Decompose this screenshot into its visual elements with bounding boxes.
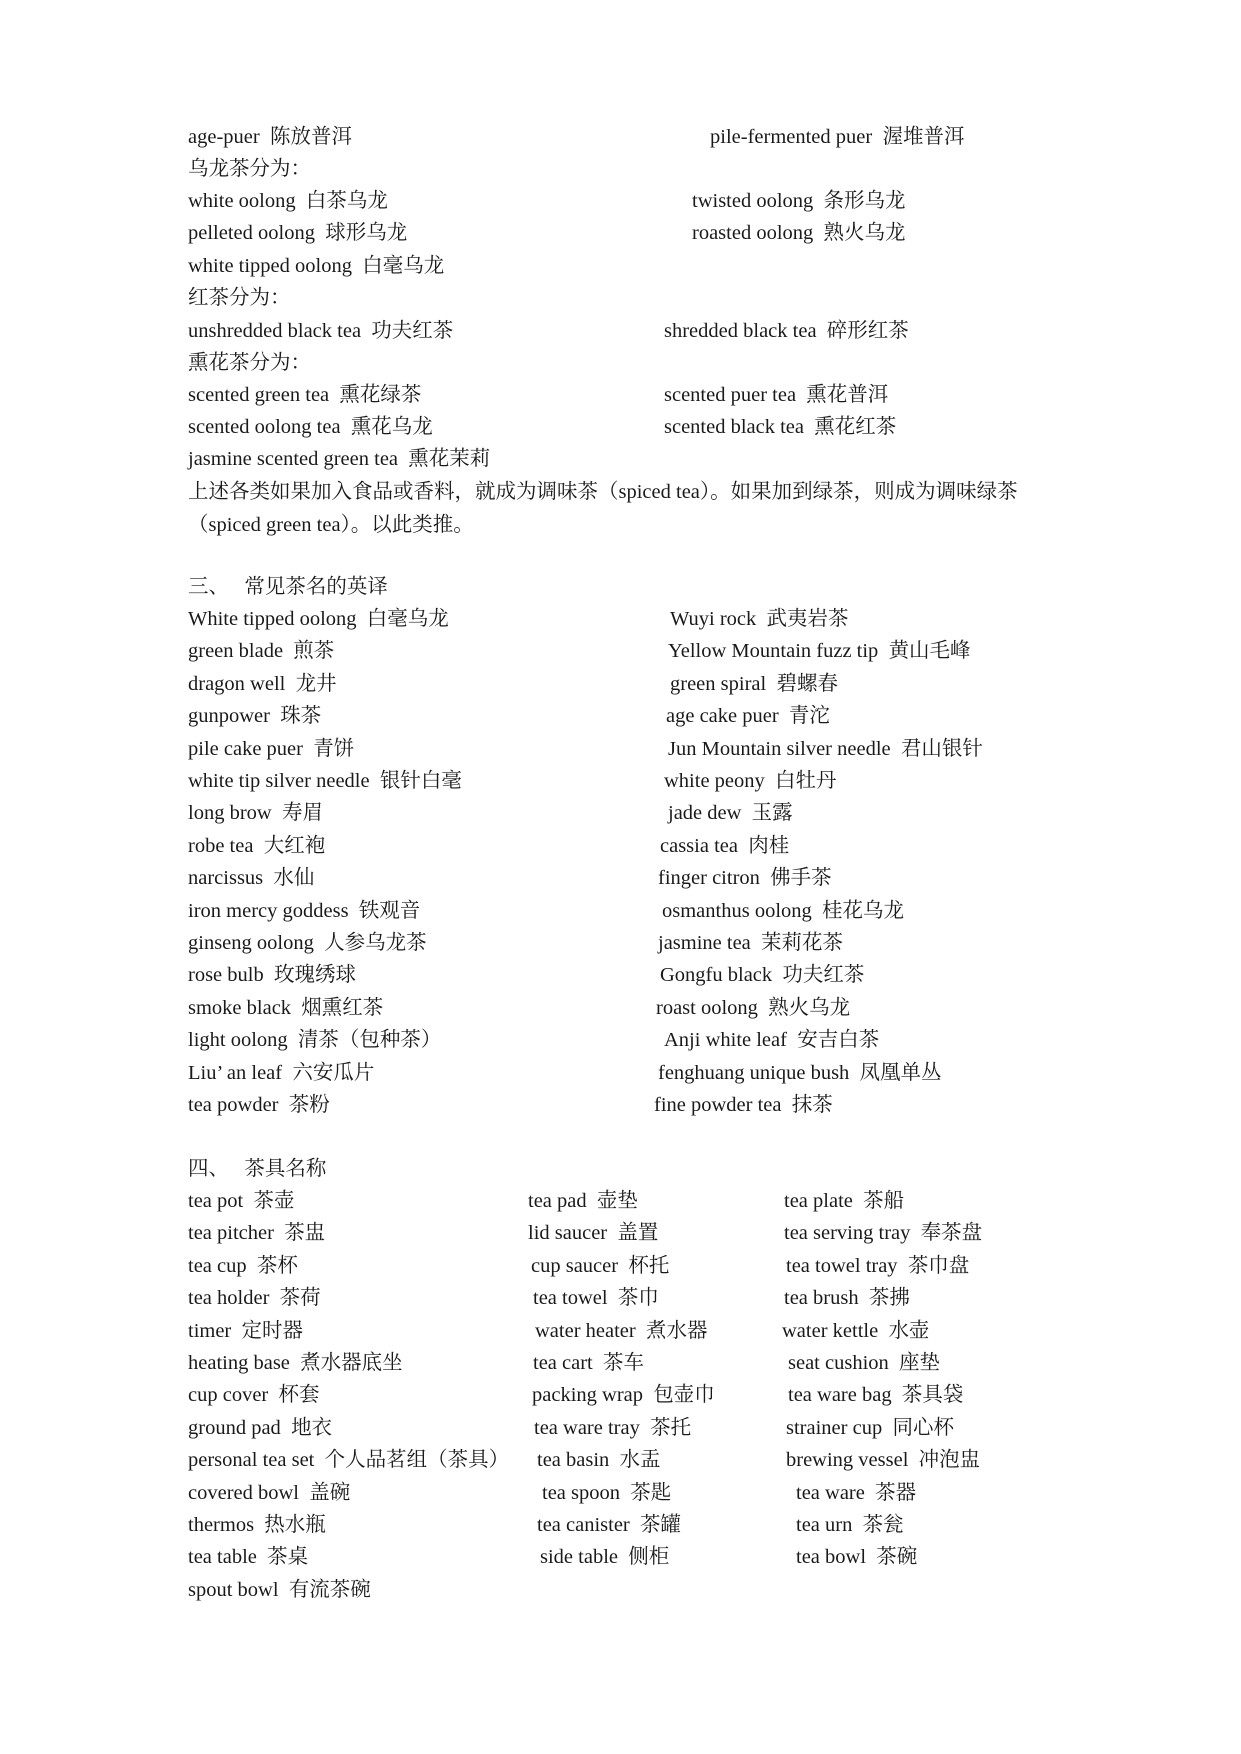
term-en: covered bowl [188, 1481, 299, 1504]
term-entry [666, 701, 830, 731]
term-entry [188, 928, 427, 958]
term-zh: 碎形红茶 [826, 320, 909, 342]
term-en: white tip silver needle [188, 770, 370, 792]
section-heading [188, 572, 388, 602]
term-zh: 熏花普洱 [806, 384, 889, 406]
term-en: cassia tea [660, 834, 738, 857]
term-entry [188, 701, 321, 731]
term-en: Liu’ an leaf [188, 1061, 283, 1084]
term-zh: 水盂 [619, 1449, 661, 1472]
term-en: strainer cup [786, 1416, 883, 1439]
term-zh: 茶托 [650, 1416, 692, 1439]
term-entry [188, 1348, 403, 1378]
term-zh: 茶壶 [253, 1190, 295, 1212]
term-en: fine powder tea [654, 1094, 782, 1116]
term-en: jasmine scented green tea [188, 448, 399, 470]
term-zh: 球形乌龙 [325, 222, 408, 244]
term-zh: 茶瓮 [862, 1514, 904, 1536]
term-zh: 渥堆普洱 [882, 126, 965, 148]
term-en: brewing vessel [786, 1449, 909, 1472]
term-en: water heater [535, 1319, 636, 1342]
term-en: tea ware bag [788, 1384, 892, 1407]
term-en: robe tea [188, 834, 254, 857]
term-entry [188, 1413, 332, 1443]
term-en: lid saucer [528, 1222, 608, 1245]
term-en: tea cup [188, 1254, 247, 1277]
term-en: tea towel tray [786, 1254, 898, 1277]
term-zh: 煮水器底坐 [300, 1352, 403, 1374]
term-en: tea powder [188, 1094, 279, 1116]
term-en: tea bowl [796, 1546, 867, 1569]
term-zh: 白毫乌龙 [366, 608, 449, 630]
term-en: side table [540, 1546, 618, 1569]
term-en: gunpower [188, 705, 270, 728]
term-zh: 煮水器 [645, 1319, 708, 1342]
term-en: water kettle [782, 1319, 879, 1342]
term-entry [788, 1380, 963, 1410]
term-entry [656, 993, 850, 1023]
term-entry [188, 1058, 374, 1088]
term-zh: 安吉白茶 [797, 1029, 880, 1052]
term-en: narcissus [188, 867, 264, 890]
term-en: personal tea set [188, 1449, 315, 1472]
term-entry [188, 636, 334, 666]
term-en: tea ware tray [534, 1416, 640, 1439]
term-zh: 铁观音 [358, 899, 421, 922]
term-entry [786, 1251, 969, 1281]
term-zh: 白茶乌龙 [305, 190, 388, 212]
term-zh: 奉茶盘 [920, 1222, 983, 1245]
term-zh: 黄山毛峰 [888, 640, 971, 663]
term-en: tea cart [533, 1352, 593, 1374]
term-entry [710, 122, 964, 152]
term-zh: 个人品茗组（茶具） [324, 1449, 510, 1472]
term-entry [540, 1542, 669, 1572]
term-en: cup cover [188, 1384, 269, 1407]
term-zh: 白牡丹 [775, 770, 837, 792]
term-en: green spiral [670, 672, 767, 695]
term-entry [188, 798, 323, 828]
term-en: thermos [188, 1514, 255, 1536]
term-zh: 茶器 [875, 1481, 917, 1504]
term-en: tea spoon [542, 1481, 620, 1504]
term-zh: 烟熏红茶 [301, 996, 384, 1019]
term-zh: 碧螺春 [776, 672, 838, 695]
term-entry [782, 1316, 929, 1346]
term-en: long brow [188, 802, 272, 825]
term-en: white oolong [188, 190, 296, 212]
term-entry [188, 863, 314, 893]
term-en: White tipped oolong [188, 608, 357, 630]
term-en: ginseng oolong [188, 932, 314, 954]
term-zh: 龙井 [295, 672, 337, 695]
section-heading [188, 1154, 326, 1184]
term-entry [188, 1510, 326, 1540]
term-en: light oolong [188, 1029, 288, 1052]
term-zh: 茶拂 [868, 1287, 910, 1310]
term-en: scented oolong tea [188, 416, 341, 438]
term-zh: 茶匙 [630, 1481, 672, 1504]
spiced-tea-note: 上述各类如果加入食品或香料，就成为调味茶（spiced tea）。如果加到绿茶，则成为调味绿茶（spiced green tea）。以此类推。 [188, 481, 1018, 536]
term-zh: 熏花茉莉 [408, 448, 491, 470]
term-zh: 有流茶碗 [288, 1578, 371, 1601]
term-zh: 熟火乌龙 [768, 996, 851, 1019]
term-entry [664, 316, 909, 346]
term-en: tea serving tray [784, 1222, 911, 1245]
term-entry [188, 1090, 330, 1120]
term-en: timer [188, 1319, 232, 1342]
term-entry [188, 251, 444, 281]
term-entry [188, 896, 420, 926]
term-entry [188, 1251, 298, 1281]
term-entry [660, 960, 864, 990]
term-entry [658, 863, 832, 893]
term-entry [662, 896, 904, 926]
term-entry [654, 1090, 833, 1120]
term-zh: 陈放普洱 [269, 126, 352, 148]
term-zh: 壶垫 [596, 1190, 638, 1212]
term-en: osmanthus oolong [662, 899, 812, 922]
term-zh: 热水瓶 [264, 1514, 326, 1536]
term-en: shredded black tea [664, 320, 817, 342]
term-entry [786, 1445, 980, 1475]
term-zh: 盖置 [617, 1222, 659, 1245]
subcategory-heading: 熏花茶分为： [188, 352, 311, 374]
term-entry [664, 1025, 879, 1055]
term-entry [668, 636, 971, 666]
term-zh: 玉露 [751, 802, 793, 825]
term-entry [188, 734, 354, 764]
term-en: iron mercy goddess [188, 899, 349, 922]
term-en: ground pad [188, 1416, 281, 1439]
term-entry [188, 1575, 371, 1605]
term-entry [188, 316, 453, 346]
term-entry [784, 1186, 904, 1216]
term-entry [188, 218, 407, 248]
term-zh: 茶车 [603, 1352, 644, 1374]
term-en: tea basin [537, 1449, 610, 1472]
section-number: 三、 [188, 576, 229, 598]
term-entry [188, 122, 352, 152]
term-entry [796, 1478, 916, 1508]
term-zh: 清茶（包种茶） [297, 1029, 442, 1052]
term-entry [188, 1218, 325, 1248]
term-entry [188, 444, 490, 474]
section-number: 四、 [188, 1158, 229, 1180]
subcategory-heading: 乌龙茶分为： [188, 158, 311, 180]
term-zh: 茉莉花茶 [761, 932, 844, 954]
term-en: unshredded black tea [188, 320, 362, 342]
term-zh: 人参乌龙茶 [324, 932, 427, 954]
term-zh: 座垫 [899, 1352, 941, 1374]
term-entry [796, 1510, 904, 1540]
term-entry [188, 604, 449, 634]
term-entry [664, 766, 837, 796]
term-zh: 冲泡盅 [918, 1449, 981, 1472]
term-entry [188, 1316, 303, 1346]
term-en: packing wrap [532, 1384, 643, 1407]
term-en: heating base [188, 1352, 290, 1374]
term-zh: 包壶巾 [653, 1384, 715, 1407]
term-entry [532, 1380, 715, 1410]
term-en: pile cake puer [188, 737, 303, 760]
section-title: 茶具名称 [244, 1158, 327, 1180]
term-zh: 同心杯 [892, 1416, 954, 1439]
term-entry [188, 960, 356, 990]
term-en: green blade [188, 640, 284, 663]
term-entry [188, 831, 325, 861]
term-entry [660, 831, 789, 861]
term-zh: 茶盅 [284, 1222, 326, 1245]
term-en: tea plate [784, 1190, 853, 1212]
subcategory-heading: 红茶分为： [188, 287, 291, 309]
term-entry [534, 1413, 691, 1443]
term-entry [533, 1348, 644, 1378]
term-entry [670, 604, 849, 634]
term-entry [188, 1380, 320, 1410]
term-entry [188, 380, 421, 410]
term-zh: 水仙 [273, 867, 315, 890]
term-entry [670, 669, 838, 699]
term-en: scented black tea [664, 416, 805, 438]
term-zh: 熏花红茶 [814, 416, 897, 438]
term-zh: 杯套 [278, 1384, 320, 1407]
term-en: tea urn [796, 1514, 853, 1536]
term-en: tea ware [796, 1481, 865, 1504]
term-en: fenghuang unique bush [658, 1061, 850, 1084]
term-entry [528, 1186, 638, 1216]
term-en: tea brush [784, 1287, 859, 1310]
term-en: tea pad [528, 1190, 587, 1212]
term-entry [668, 734, 983, 764]
term-en: smoke black [188, 996, 292, 1019]
term-zh: 凤凰单丛 [859, 1061, 942, 1084]
term-en: tea holder [188, 1287, 270, 1310]
term-en: seat cushion [788, 1352, 889, 1374]
term-zh: 青沱 [788, 705, 830, 728]
term-entry [188, 766, 462, 796]
term-entry [535, 1316, 707, 1346]
term-zh: 煎茶 [293, 640, 335, 663]
term-entry [188, 993, 383, 1023]
term-en: Wuyi rock [670, 608, 757, 630]
term-entry [668, 798, 793, 828]
term-zh: 茶罐 [640, 1514, 682, 1536]
term-zh: 六安瓜片 [292, 1061, 375, 1084]
term-en: tea table [188, 1546, 257, 1569]
term-zh: 茶巾 [617, 1287, 659, 1310]
term-en: cup saucer [531, 1254, 619, 1277]
term-en: finger citron [658, 867, 760, 890]
term-en: Gongfu black [660, 964, 773, 987]
term-zh: 地衣 [291, 1416, 333, 1439]
term-zh: 茶粉 [288, 1094, 330, 1116]
term-entry [188, 186, 388, 216]
term-zh: 桂花乌龙 [822, 899, 905, 922]
term-zh: 武夷岩茶 [766, 608, 849, 630]
term-en: jasmine tea [658, 932, 751, 954]
term-en: tea towel [533, 1287, 608, 1310]
term-zh: 熏花绿茶 [339, 384, 422, 406]
term-zh: 水壶 [888, 1319, 930, 1342]
term-zh: 君山银针 [900, 737, 983, 760]
term-en: pile-fermented puer [710, 126, 873, 148]
term-zh: 茶具袋 [901, 1384, 964, 1407]
term-entry [784, 1218, 982, 1248]
term-entry [533, 1283, 659, 1313]
term-en: roast oolong [656, 996, 758, 1019]
term-entry [188, 1445, 509, 1475]
term-zh: 抹茶 [791, 1094, 833, 1116]
term-entry [664, 380, 888, 410]
term-en: tea pitcher [188, 1222, 274, 1245]
term-zh: 茶杯 [256, 1254, 298, 1277]
term-en: jade dew [668, 802, 742, 825]
term-zh: 条形乌龙 [823, 190, 906, 212]
term-en: tea canister [537, 1514, 630, 1536]
term-en: tea pot [188, 1190, 244, 1212]
term-zh: 熏花乌龙 [350, 416, 433, 438]
term-en: white peony [664, 770, 765, 792]
term-en: Jun Mountain silver needle [668, 737, 891, 760]
term-zh: 茶桌 [267, 1546, 309, 1569]
term-entry [658, 1058, 942, 1088]
term-en: scented puer tea [664, 384, 797, 406]
term-entry [188, 412, 433, 442]
term-zh: 功夫红茶 [782, 964, 865, 987]
term-zh: 茶碗 [876, 1546, 918, 1569]
term-en: pelleted oolong [188, 222, 315, 244]
term-zh: 玫瑰绣球 [273, 964, 356, 987]
term-entry [796, 1542, 917, 1572]
term-entry [537, 1510, 681, 1540]
term-entry [786, 1413, 954, 1443]
term-entry [664, 412, 896, 442]
term-en: rose bulb [188, 964, 264, 987]
term-en: spout bowl [188, 1578, 279, 1601]
term-entry [528, 1218, 658, 1248]
term-entry [692, 186, 906, 216]
term-entry [692, 218, 906, 248]
term-zh: 茶巾盘 [907, 1254, 970, 1277]
term-entry [788, 1348, 940, 1378]
term-zh: 定时器 [241, 1319, 304, 1342]
term-en: Yellow Mountain fuzz tip [668, 640, 879, 663]
term-entry [531, 1251, 669, 1281]
term-entry [188, 669, 337, 699]
term-zh: 茶荷 [279, 1287, 321, 1310]
term-entry [188, 1542, 308, 1572]
term-entry [658, 928, 843, 958]
term-zh: 佛手茶 [770, 867, 832, 890]
term-entry [188, 1478, 350, 1508]
term-zh: 茶船 [863, 1190, 905, 1212]
term-zh: 盖碗 [309, 1481, 351, 1504]
term-zh: 功夫红茶 [371, 320, 454, 342]
term-entry [188, 1283, 321, 1313]
term-zh: 杯托 [628, 1254, 670, 1277]
term-entry [188, 1025, 441, 1055]
term-zh: 白毫乌龙 [362, 255, 445, 277]
term-zh: 侧柜 [628, 1546, 670, 1569]
term-en: age cake puer [666, 705, 779, 728]
term-en: dragon well [188, 672, 286, 695]
term-zh: 熟火乌龙 [823, 222, 906, 244]
term-en: twisted oolong [692, 190, 814, 212]
term-zh: 肉桂 [748, 834, 790, 857]
term-zh: 银针白毫 [379, 770, 462, 792]
term-en: Anji white leaf [664, 1029, 787, 1052]
term-zh: 寿眉 [281, 802, 323, 825]
term-en: roasted oolong [692, 222, 814, 244]
section-title: 常见茶名的英译 [244, 576, 388, 598]
term-entry [537, 1445, 661, 1475]
term-zh: 大红袍 [263, 834, 326, 857]
term-entry [542, 1478, 671, 1508]
term-zh: 珠茶 [280, 705, 322, 728]
term-entry [188, 1186, 294, 1216]
term-zh: 青饼 [313, 737, 355, 760]
term-en: scented green tea [188, 384, 330, 406]
term-en: age-puer [188, 126, 260, 148]
term-en: white tipped oolong [188, 255, 352, 277]
term-entry [784, 1283, 910, 1313]
